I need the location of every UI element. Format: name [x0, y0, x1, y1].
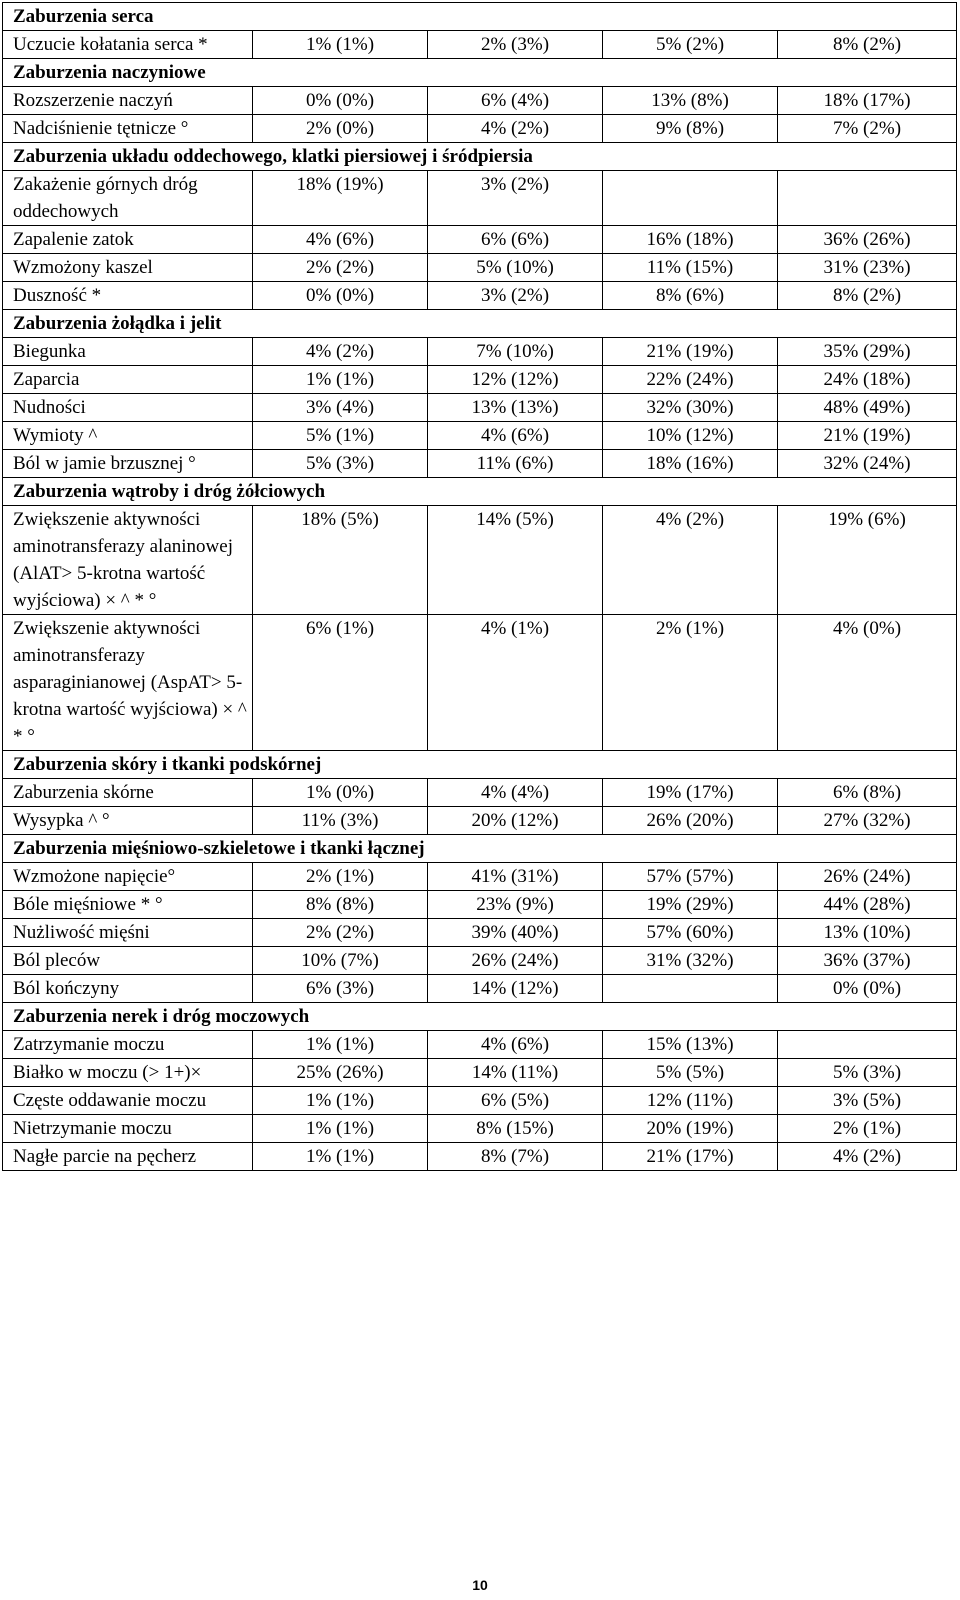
- incidence-cell: 27% (32%): [778, 807, 957, 835]
- adverse-event-label: Zwiększenie aktywności aminotransferazy asparaginianowej (AspAT> 5-krotna wartość wyjściowa) × ^ * °: [3, 615, 253, 751]
- incidence-cell: 11% (15%): [603, 254, 778, 282]
- incidence-cell: 31% (32%): [603, 947, 778, 975]
- table-row: [3, 779, 957, 807]
- incidence-cell: 0% (0%): [253, 87, 428, 115]
- incidence-cell: 8% (2%): [778, 282, 957, 310]
- section-header-row: [3, 59, 957, 87]
- incidence-cell: 11% (6%): [428, 450, 603, 478]
- table-row: [3, 1143, 957, 1171]
- table-row: [3, 282, 957, 310]
- incidence-cell: 2% (1%): [253, 863, 428, 891]
- adverse-event-label: Nagłe parcie na pęcherz: [3, 1143, 253, 1171]
- incidence-cell: 7% (10%): [428, 338, 603, 366]
- adverse-event-label: Zwiększenie aktywności aminotransferazy alaninowej (AlAT> 5-krotna wartość wyjściowa) × ^ * °: [3, 506, 253, 615]
- incidence-cell: 20% (12%): [428, 807, 603, 835]
- incidence-cell: 57% (60%): [603, 919, 778, 947]
- table-row: [3, 807, 957, 835]
- table-row: [3, 226, 957, 254]
- incidence-cell: 5% (10%): [428, 254, 603, 282]
- incidence-cell: 8% (7%): [428, 1143, 603, 1171]
- incidence-cell: 18% (19%): [253, 171, 428, 226]
- incidence-cell: 4% (2%): [778, 1143, 957, 1171]
- incidence-cell: 3% (2%): [428, 171, 603, 226]
- incidence-cell: 6% (4%): [428, 87, 603, 115]
- adverse-event-label: Duszność *: [3, 282, 253, 310]
- incidence-cell: 21% (17%): [603, 1143, 778, 1171]
- table-row: [3, 1059, 957, 1087]
- incidence-cell: 20% (19%): [603, 1115, 778, 1143]
- adverse-event-label: Zatrzymanie moczu: [3, 1031, 253, 1059]
- incidence-cell: 0% (0%): [253, 282, 428, 310]
- section-title: Zaburzenia serca: [3, 3, 957, 31]
- incidence-cell: 32% (30%): [603, 394, 778, 422]
- incidence-cell: 5% (1%): [253, 422, 428, 450]
- incidence-cell: 57% (57%): [603, 863, 778, 891]
- incidence-cell: 4% (2%): [428, 115, 603, 143]
- incidence-cell: 14% (11%): [428, 1059, 603, 1087]
- incidence-cell: 14% (12%): [428, 975, 603, 1003]
- incidence-cell: 8% (2%): [778, 31, 957, 59]
- section-header-row: [3, 3, 957, 31]
- incidence-cell: 13% (13%): [428, 394, 603, 422]
- incidence-cell: 36% (37%): [778, 947, 957, 975]
- table-row: [3, 115, 957, 143]
- adverse-event-label: Rozszerzenie naczyń: [3, 87, 253, 115]
- incidence-cell: 4% (2%): [253, 338, 428, 366]
- incidence-cell: 12% (11%): [603, 1087, 778, 1115]
- adverse-event-label: Zakażenie górnych dróg oddechowych: [3, 171, 253, 226]
- section-title: Zaburzenia nerek i dróg moczowych: [3, 1003, 957, 1031]
- incidence-cell: 6% (8%): [778, 779, 957, 807]
- incidence-cell: 4% (0%): [778, 615, 957, 751]
- incidence-cell: 7% (2%): [778, 115, 957, 143]
- incidence-cell: 3% (2%): [428, 282, 603, 310]
- section-title: Zaburzenia mięśniowo-szkieletowe i tkanki łącznej: [3, 835, 957, 863]
- incidence-cell: 12% (12%): [428, 366, 603, 394]
- incidence-cell: 19% (6%): [778, 506, 957, 615]
- incidence-cell: [778, 1031, 957, 1059]
- adverse-event-label: Zapalenie zatok: [3, 226, 253, 254]
- adverse-event-label: Ból w jamie brzusznej °: [3, 450, 253, 478]
- table-row: [3, 615, 957, 751]
- incidence-cell: 3% (4%): [253, 394, 428, 422]
- table-row: [3, 506, 957, 615]
- section-header-row: [3, 143, 957, 171]
- incidence-cell: 26% (24%): [778, 863, 957, 891]
- incidence-cell: 23% (9%): [428, 891, 603, 919]
- incidence-cell: 39% (40%): [428, 919, 603, 947]
- adverse-events-table: [2, 2, 957, 1171]
- table-row: [3, 1031, 957, 1059]
- adverse-event-label: Zaparcia: [3, 366, 253, 394]
- adverse-event-label: Biegunka: [3, 338, 253, 366]
- section-title: Zaburzenia naczyniowe: [3, 59, 957, 87]
- incidence-cell: 35% (29%): [778, 338, 957, 366]
- incidence-cell: 14% (5%): [428, 506, 603, 615]
- adverse-event-label: Wzmożone napięcie°: [3, 863, 253, 891]
- adverse-event-label: Częste oddawanie moczu: [3, 1087, 253, 1115]
- incidence-cell: 2% (3%): [428, 31, 603, 59]
- incidence-cell: 15% (13%): [603, 1031, 778, 1059]
- incidence-cell: 18% (5%): [253, 506, 428, 615]
- incidence-cell: 19% (29%): [603, 891, 778, 919]
- incidence-cell: 4% (6%): [428, 1031, 603, 1059]
- table-row: [3, 891, 957, 919]
- incidence-cell: 6% (6%): [428, 226, 603, 254]
- section-title: Zaburzenia skóry i tkanki podskórnej: [3, 751, 957, 779]
- section-header-row: [3, 478, 957, 506]
- table-row: [3, 863, 957, 891]
- incidence-cell: 21% (19%): [778, 422, 957, 450]
- section-title: Zaburzenia wątroby i dróg żółciowych: [3, 478, 957, 506]
- section-header-row: [3, 835, 957, 863]
- table-row: [3, 394, 957, 422]
- table-row: [3, 171, 957, 226]
- incidence-cell: 26% (24%): [428, 947, 603, 975]
- incidence-cell: 4% (1%): [428, 615, 603, 751]
- adverse-event-label: Białko w moczu (> 1+)×: [3, 1059, 253, 1087]
- table-row: [3, 254, 957, 282]
- incidence-cell: 5% (5%): [603, 1059, 778, 1087]
- incidence-cell: 16% (18%): [603, 226, 778, 254]
- adverse-event-label: Wysypka ^ °: [3, 807, 253, 835]
- incidence-cell: 2% (2%): [253, 254, 428, 282]
- incidence-cell: 19% (17%): [603, 779, 778, 807]
- incidence-cell: 1% (0%): [253, 779, 428, 807]
- incidence-cell: 9% (8%): [603, 115, 778, 143]
- incidence-cell: 11% (3%): [253, 807, 428, 835]
- table-row: [3, 919, 957, 947]
- incidence-cell: 6% (3%): [253, 975, 428, 1003]
- table-row: [3, 1115, 957, 1143]
- incidence-cell: 1% (1%): [253, 1115, 428, 1143]
- incidence-cell: 10% (12%): [603, 422, 778, 450]
- incidence-cell: 32% (24%): [778, 450, 957, 478]
- incidence-cell: 22% (24%): [603, 366, 778, 394]
- incidence-cell: 5% (3%): [778, 1059, 957, 1087]
- adverse-event-label: Nietrzymanie moczu: [3, 1115, 253, 1143]
- incidence-cell: 48% (49%): [778, 394, 957, 422]
- incidence-cell: [778, 171, 957, 226]
- adverse-event-label: Zaburzenia skórne: [3, 779, 253, 807]
- adverse-event-label: Wzmożony kaszel: [3, 254, 253, 282]
- incidence-cell: 0% (0%): [778, 975, 957, 1003]
- section-title: Zaburzenia żołądka i jelit: [3, 310, 957, 338]
- incidence-cell: 2% (1%): [778, 1115, 957, 1143]
- incidence-cell: [603, 171, 778, 226]
- adverse-event-label: Ból kończyny: [3, 975, 253, 1003]
- table-row: [3, 975, 957, 1003]
- adverse-event-label: Nużliwość mięśni: [3, 919, 253, 947]
- incidence-cell: 18% (17%): [778, 87, 957, 115]
- adverse-event-label: Wymioty ^: [3, 422, 253, 450]
- incidence-cell: 5% (3%): [253, 450, 428, 478]
- incidence-cell: 2% (0%): [253, 115, 428, 143]
- incidence-cell: 31% (23%): [778, 254, 957, 282]
- adverse-event-label: Bóle mięśniowe * °: [3, 891, 253, 919]
- incidence-cell: 41% (31%): [428, 863, 603, 891]
- incidence-cell: 1% (1%): [253, 31, 428, 59]
- incidence-cell: 10% (7%): [253, 947, 428, 975]
- incidence-cell: 8% (8%): [253, 891, 428, 919]
- incidence-cell: 4% (6%): [253, 226, 428, 254]
- incidence-cell: 8% (15%): [428, 1115, 603, 1143]
- incidence-cell: 1% (1%): [253, 1087, 428, 1115]
- adverse-event-label: Nudności: [3, 394, 253, 422]
- incidence-cell: 13% (8%): [603, 87, 778, 115]
- adverse-event-label: Nadciśnienie tętnicze °: [3, 115, 253, 143]
- table-row: [3, 450, 957, 478]
- table-row: [3, 31, 957, 59]
- table-row: [3, 422, 957, 450]
- table-row: [3, 338, 957, 366]
- incidence-cell: 2% (2%): [253, 919, 428, 947]
- section-title: Zaburzenia układu oddechowego, klatki piersiowej i śródpiersia: [3, 143, 957, 171]
- incidence-cell: 1% (1%): [253, 1031, 428, 1059]
- incidence-cell: 4% (4%): [428, 779, 603, 807]
- incidence-cell: [603, 975, 778, 1003]
- adverse-event-label: Uczucie kołatania serca *: [3, 31, 253, 59]
- incidence-cell: 8% (6%): [603, 282, 778, 310]
- section-header-row: [3, 751, 957, 779]
- incidence-cell: 4% (6%): [428, 422, 603, 450]
- incidence-cell: 1% (1%): [253, 1143, 428, 1171]
- incidence-cell: 26% (20%): [603, 807, 778, 835]
- incidence-cell: 5% (2%): [603, 31, 778, 59]
- incidence-cell: 4% (2%): [603, 506, 778, 615]
- incidence-cell: 36% (26%): [778, 226, 957, 254]
- incidence-cell: 1% (1%): [253, 366, 428, 394]
- incidence-cell: 3% (5%): [778, 1087, 957, 1115]
- page-number: 10: [472, 1577, 488, 1593]
- incidence-cell: 6% (5%): [428, 1087, 603, 1115]
- incidence-cell: 24% (18%): [778, 366, 957, 394]
- table-row: [3, 87, 957, 115]
- adverse-event-label: Ból pleców: [3, 947, 253, 975]
- incidence-cell: 21% (19%): [603, 338, 778, 366]
- incidence-cell: 25% (26%): [253, 1059, 428, 1087]
- table-row: [3, 366, 957, 394]
- incidence-cell: 6% (1%): [253, 615, 428, 751]
- table-row: [3, 1087, 957, 1115]
- incidence-cell: 2% (1%): [603, 615, 778, 751]
- incidence-cell: 13% (10%): [778, 919, 957, 947]
- incidence-cell: 18% (16%): [603, 450, 778, 478]
- table-row: [3, 947, 957, 975]
- section-header-row: [3, 1003, 957, 1031]
- incidence-cell: 44% (28%): [778, 891, 957, 919]
- section-header-row: [3, 310, 957, 338]
- adverse-events-table-body: [3, 3, 957, 1171]
